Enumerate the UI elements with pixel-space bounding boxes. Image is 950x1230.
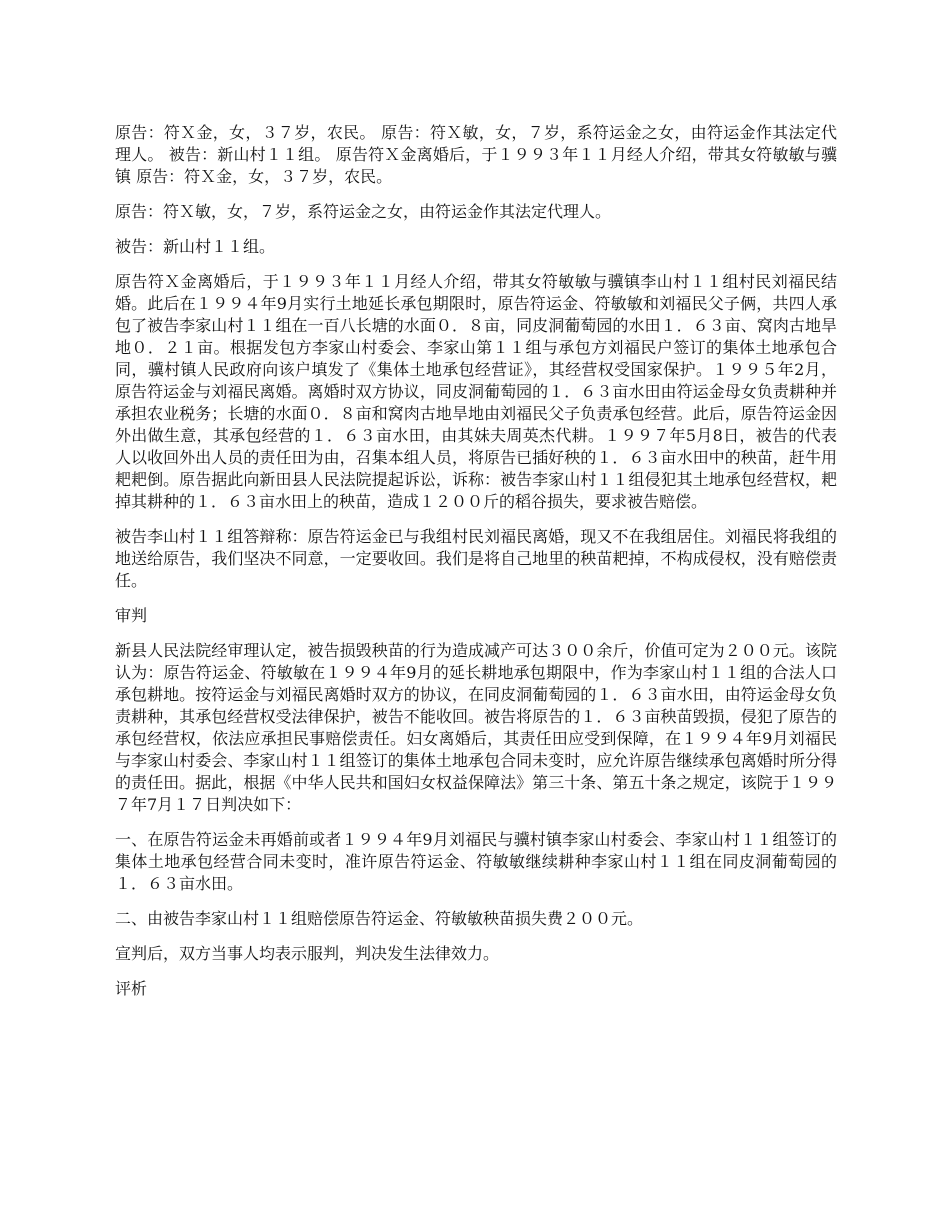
paragraph-defendant: 被告：新山村１１组。 — [115, 237, 276, 256]
paragraph-judgment-item-1: 一、在原告符运金未再婚前或者１９９４年9月刘福民与骥村镇李家山村委会、李家山村１１组签订的集体土地承包经营合同未变时，准许原告符运金、符敏敏继续耕种李家山村１１组在同皮洞葡萄园的１．６３亩水田。 — [115, 830, 837, 893]
paragraph-court-findings: 新县人民法院经审理认定，被告损毁秧苗的行为造成减产可达３００余斤，价值可定为２００元。该院认为：原告符运金、符敏敏在１９９４年9月的延长耕地承包期限中，作为李家山村１１组的合法人口承包耕地。按符运金与刘福民离婚时双方的协议，在同皮洞葡萄园的１．６３亩水田，由符运金母女负责耕种，其承包经营权受法律保护，被告不能收回。被告将原告的１．６３亩秧苗毁损，侵犯了原告的承包经营权，依法应承担民事赔偿责任。妇女离婚后，其责任田应受到保障，在１９９４年9月刘福民与李家山村委会、李家山村１１组签订的集体土地承包合同未变时，应允许原告继续承包离婚时所分得的责任田。据此，根据《中华人民共和国妇女权益保障法》第三十条、第五十条之规定，该院于１９９７年7月１７日判决如下： — [115, 641, 837, 814]
paragraph-plaintiff-2: 原告：符Ｘ敏，女，７岁，系符运金之女，由符运金作其法定代理人。 — [115, 202, 612, 221]
paragraph-judgment-item-2: 二、由被告李家山村１１组赔偿原告符运金、符敏敏秧苗损失费２００元。 — [115, 909, 644, 928]
section-heading-trial: 审判 — [115, 606, 148, 625]
paragraph-case-facts: 原告符Ｘ金离婚后，于１９９３年１１月经人介绍，带其女符敏敏与骥镇李山村１１组村民刘福民结婚。此后在１９９４年9月实行土地延长承包期限时，原告符运金、符敏敏和刘福民父子俩，共四人承包了被告李家山村１１组在一百八长塘的水面０．８亩，同皮洞葡萄园的水田１．６３亩、窝肉古地旱地０．２１亩。根据发包方李家山村委会、李家山第１１组与承包方刘福民户签订的集体土地承包合同，骥村镇人民政府向该户填发了《集体土地承包经营证》，其经营权受国家保护。１９９５年2月，原告符运金与刘福民离婚。离婚时双方协议，同皮洞葡萄园的１．６３亩水田由符运金母女负责耕种并承担农业税务；长塘的水面０．８亩和窝肉古地旱地由刘福民父子负责承包经营。此后，原告符运金因外出做生意，其承包经营的１．６３亩水田，由其妹夫周英杰代耕。１９９７年5月8日，被告的代表人以收回外出人员的责任田为由，召集本组人员，将原告已插好秧的１．６３亩水田中的秧苗，赶牛用耙耙倒。原告据此向新田县人民法院提起诉讼，诉称：被告李家山村１１组侵犯其土地承包经营权，耙掉其耕种的１．６３亩水田上的秧苗，造成１２００斤的稻谷损失，要求被告赔偿。 — [115, 272, 837, 511]
document-body — [115, 122, 837, 1013]
paragraph-defense: 被告李山村１１组答辩称：原告符运金已与我组村民刘福民离婚，现又不在我组居住。刘福民将我组的地送给原告，我们坚决不同意，一定要收回。我们是将自己地里的秧苗耙掉，不构成侵权，没有赔偿责任。 — [115, 527, 837, 590]
paragraph-header-summary: 原告：符Ｘ金，女，３７岁，农民。 原告：符Ｘ敏，女，７岁，系符运金之女，由符运金作其法定代理人。 被告：新山村１１组。 原告符Ｘ金离婚后，于１９９３年１１月经人介绍，带其女符敏敏与骥镇 原告：符Ｘ金，女，３７岁，农民。 — [115, 123, 837, 186]
section-heading-analysis: 评析 — [115, 979, 148, 998]
paragraph-judgment-effect: 宣判后，双方当事人均表示服判，判决发生法律效力。 — [115, 944, 500, 963]
